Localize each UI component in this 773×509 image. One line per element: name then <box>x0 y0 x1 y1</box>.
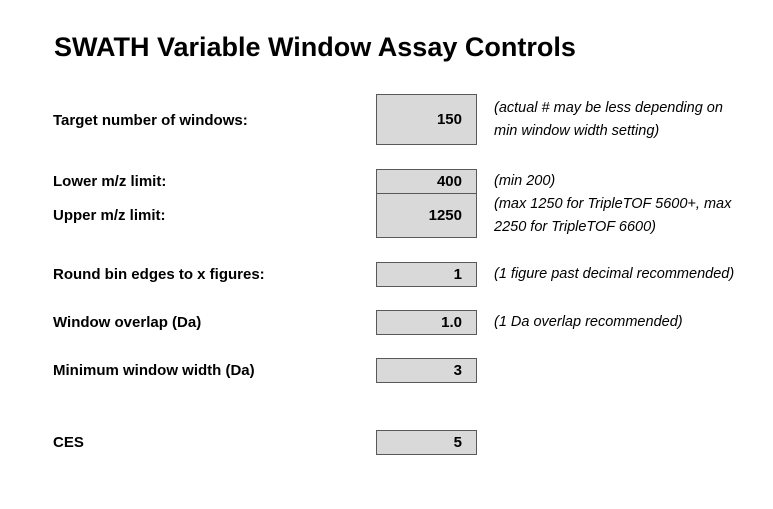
target-windows-note-line2: min window width setting) <box>494 123 660 139</box>
round-bin-label: Round bin edges to x figures: <box>53 266 265 283</box>
upper-mz-input[interactable]: 1250 <box>376 193 477 238</box>
window-overlap-label: Window overlap (Da) <box>53 314 202 331</box>
target-windows-note-line1: (actual # may be less depending on <box>494 100 723 116</box>
window-overlap-input[interactable]: 1.0 <box>376 310 477 335</box>
upper-mz-label: Upper m/z limit: <box>53 207 166 224</box>
page-title: SWATH Variable Window Assay Controls <box>54 32 576 62</box>
target-windows-input[interactable]: 150 <box>376 94 477 145</box>
min-width-input[interactable]: 3 <box>376 358 477 383</box>
target-windows-label: Target number of windows: <box>53 112 248 129</box>
upper-mz-note-line1: (max 1250 for TripleTOF 5600+, max <box>494 196 732 212</box>
min-width-label: Minimum window width (Da) <box>53 362 255 379</box>
ces-label: CES <box>53 434 84 451</box>
lower-mz-note: (min 200) <box>494 173 556 189</box>
lower-mz-label: Lower m/z limit: <box>53 173 167 190</box>
lower-mz-input[interactable]: 400 <box>376 169 477 194</box>
ces-input[interactable]: 5 <box>376 430 477 455</box>
round-bin-input[interactable]: 1 <box>376 262 477 287</box>
round-bin-note: (1 figure past decimal recommended) <box>494 266 735 282</box>
window-overlap-note: (1 Da overlap recommended) <box>494 314 683 330</box>
upper-mz-note-line2: 2250 for TripleTOF 6600) <box>494 219 656 235</box>
